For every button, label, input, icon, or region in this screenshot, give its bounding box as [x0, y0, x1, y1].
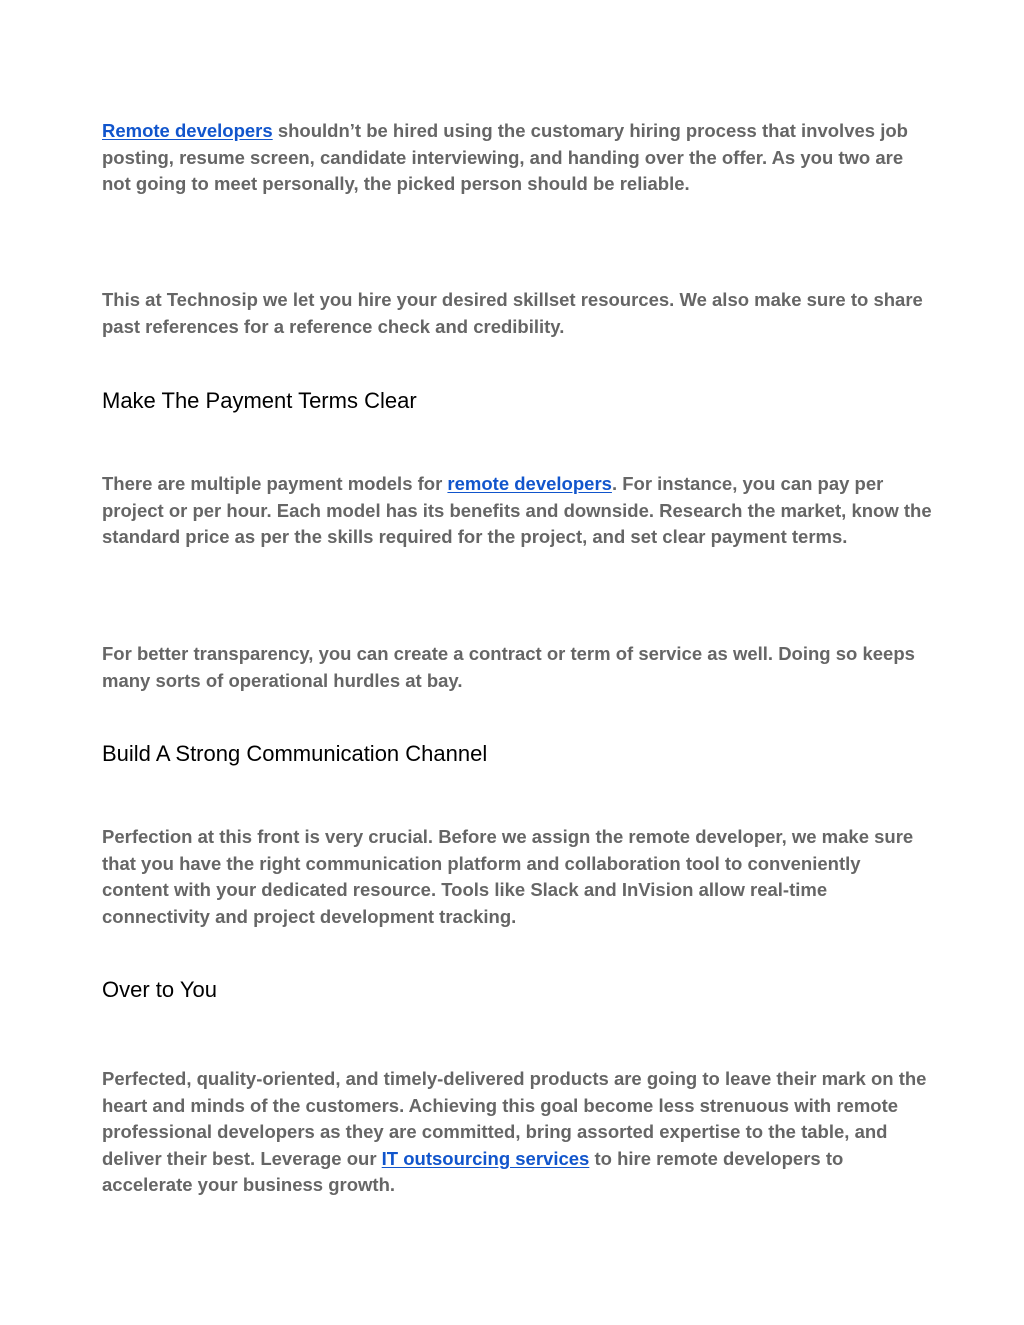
paragraph-text: Perfected, quality-oriented, and timely-delivered products are going to leave their mark on the heart and minds of the customers. Achieving this goal become less strenuous with remote professional developers as they are committed, bring assorted expertise to the table, and deliver their best. Leverage our: [102, 1068, 927, 1169]
it-outsourcing-services-link[interactable]: IT outsourcing services: [381, 1147, 590, 1169]
remote-developers-link[interactable]: Remote developers: [102, 120, 273, 141]
paragraph-technosip: [102, 287, 932, 340]
paragraph-text: . For instance, you can pay per project or per hour. Each model has its benefits and downside. Research the market, know the standard price as per the skills required for the project, and set clear payment terms.: [102, 473, 932, 548]
paragraph-payment-models: [102, 471, 932, 551]
paragraph-remote-hiring: [102, 118, 932, 198]
paragraph-transparency: [102, 641, 932, 694]
heading-communication-channel: Build A Strong Communication Channel: [102, 741, 488, 766]
paragraph-text: to hire remote developers to accelerate your business growth.: [102, 1147, 844, 1196]
remote-developers-link[interactable]: remote developers: [447, 473, 612, 494]
heading-over-to-you: Over to You: [102, 977, 217, 1002]
heading-payment-terms: Make The Payment Terms Clear: [102, 388, 417, 413]
paragraph-text: shouldn’t be hired using the customary hiring process that involves job posting, resume screen, candidate interviewing, and handing over the offer. As you two are not going to meet personally, the picked person should be reliable.: [102, 120, 908, 195]
paragraph-text: This at Technosip we let you hire your desired skillset resources. We also make sure to share past references for a reference check and credibility.: [102, 289, 923, 337]
paragraph-conclusion: [102, 1066, 932, 1199]
paragraph-text: There are multiple payment models for: [102, 473, 448, 494]
paragraph-text: Perfection at this front is very crucial. Before we assign the remote developer, we make sure that you have the right communication platform and collaboration tool to conveniently content with your dedicated resource. Tools like Slack and InVision allow real-time connectivity and project development tracking.: [102, 826, 914, 927]
paragraph-communication: [102, 824, 932, 930]
paragraph-text: For better transparency, you can create a contract or term of service as well. Doing so keeps many sorts of operational hurdles at bay.: [102, 643, 915, 691]
